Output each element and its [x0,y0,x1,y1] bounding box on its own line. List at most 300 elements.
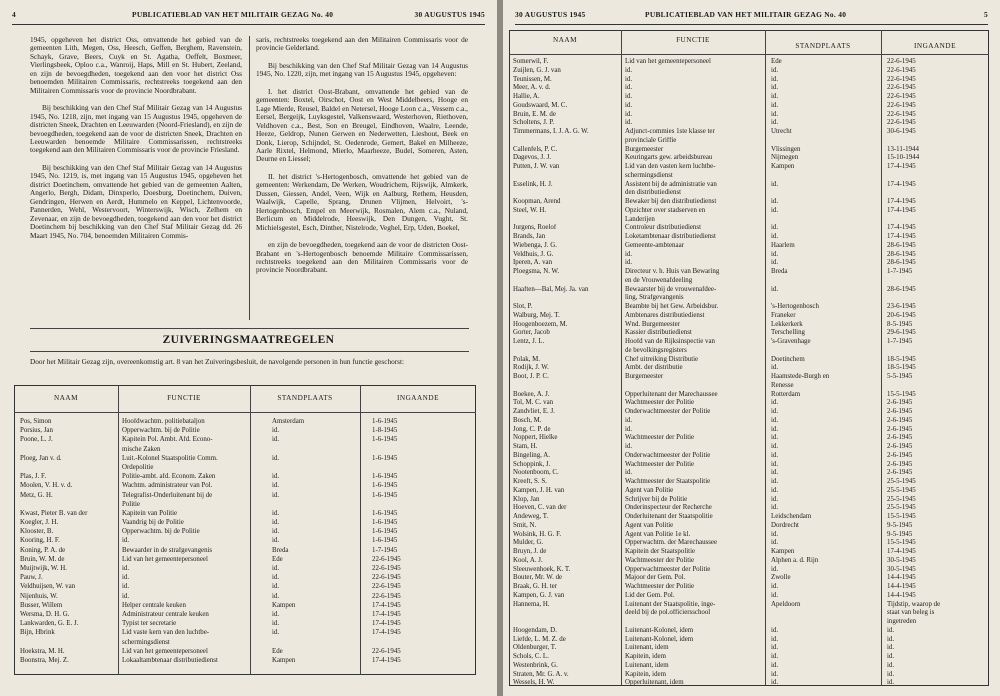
table-cell: 20-6-1945 [887,311,916,319]
table-cell: 13-11-1944 [887,145,919,153]
table-cell: 1-6-1945 [372,491,398,499]
table-cell: id. [272,473,280,481]
table-cell [372,464,472,473]
table-cell: id. [771,399,779,407]
table-cell: Lentz, J. L. [513,338,545,345]
table-cell: 1-6-1945 [372,473,398,481]
table-cell: 17-4-1945 [372,656,401,664]
table-cell: id. [771,495,779,503]
table-cell: 22-6-1945 [372,555,401,563]
table-cell: Metz, G. H. [20,491,53,499]
table-cell: id. [887,635,895,643]
table-cell: Nijmegen [771,154,799,162]
table-cell: 9-5-1945 [887,530,913,538]
table-cell: id. [771,530,779,538]
table-cell: id. [771,425,779,433]
table-cell: 18-5-1945 [887,355,916,363]
table-cell: 15-5-1945 [887,513,916,520]
table-cell: Telegrafist-Onderluitenant bij de [122,491,213,499]
table-cell: id. [771,233,779,240]
table-cell: 30-5-1945 [887,565,916,573]
naam-column [20,418,116,666]
table-cell [513,189,619,198]
table-cell: id. [272,528,280,536]
table-cell: id. [771,469,779,477]
table-cell: Opperluitenant, idem [625,679,684,687]
table-cell: id. [887,679,895,687]
table-cell: id. [122,565,130,572]
table-cell: id. [625,443,633,450]
table-cell: den distributiedienst [625,189,682,197]
table-cell: Koegler, J. H. [20,519,59,527]
table-cell: id. [272,454,280,462]
table-cell: Callenfels, P. C. [513,145,558,153]
ingaande-column [372,418,472,666]
table-cell: Breda [771,268,788,275]
table-cell: ingetreden [887,618,917,625]
table-cell: id. [771,679,779,687]
table-cell: 22-6-1945 [372,647,401,655]
table-cell: 2-6-1945 [887,443,913,450]
paragraph: II. het district 's-Hertogenbosch, omvattende het gebied van de gemeenten: Werkendam, De Werken, Woudrichem, Rijswijk, Almkerk, Dussen, Giessen, Andel, Veen, Wijk en Aalburg, Rethem, Heusden, Waalwijk, Capelle, Sprang, Drunen Vlijmen, Helvoirt, 's-Hertogenbosch, Empel en Meerwijk, Rosmalen, Alem c.a., Nuland, Berlicum en Middelrode, Heeswijk, Den Dungen, Vught, St. Michielsgestel, Esch, Dinther, Nistelrode, Veghel, Erp, Uden, Boekel, [256,171,468,232]
table-cell: id. [122,574,130,582]
table-cell: 17-4-1945 [887,206,916,214]
table-cell: id. [122,537,130,545]
table-cell: id. [771,93,779,100]
table-cell [513,277,619,286]
table-cell [771,216,879,225]
table-cell: id. [771,180,779,188]
table-cell [372,446,472,455]
table-cell: Goudswaard, M. C. [513,101,568,109]
table-cell [372,501,472,510]
table-cell: Kooring, H. F. [20,537,60,545]
table-cell [372,639,472,648]
table-cell: Opperwachtm. bij de Politie [122,528,200,536]
table-column-divider [621,30,622,686]
table-cell [771,189,879,198]
column-header-naam: NAAM [553,36,577,44]
table-cell: Schrijver bij de Politie [625,495,688,503]
table-cell [20,464,116,473]
table-cell: provinciale Griffie [625,136,677,144]
table-cell: Wachtmeester der Politie [625,399,695,407]
table-cell: id. [272,482,280,490]
table-cell: Nootenboom, C. [513,469,559,477]
table-cell: Majoor der Gem. Pol. [625,574,686,582]
table-cell: Wersma, D. H. G. [20,610,70,618]
table-column-divider [765,30,766,686]
table-cell: Lekkerkerk [771,320,803,328]
table-cell: deeld bij de pol.officiersschool [625,609,711,617]
table-cell: schermingsdienst [122,638,170,646]
table-cell: 28-6-1945 [887,241,916,249]
table-cell: 17-4-1945 [887,548,916,555]
table-cell [272,501,358,510]
table-cell: Lid van het gemeentepersoneel [122,647,208,655]
table-cell: Kapitein Pol. Ambt. Afd. Econo- [122,436,213,444]
table-cell: Zwolle [771,574,791,582]
table-cell: 30-6-1945 [887,128,916,135]
table-cell: 's-Gravenhage [771,338,811,345]
paragraph: Bij beschikking van den Chef Staf Militair Gezag van 14 Augustus 1945, No. 1218, zijn, met ingang van 15 Augustus 1945, opgeheven de districten Sneek, Drachten en Leeuwarden (Noord-Friesland), en zijn de bevoegdheden, toegekend aan de voor de districten Sneek, Drachten en Leeuwarden benoemde Militaire Commissarissen, rechtstreeks toegekend aan den Militairen Commissaris voor de provincie Friesland. [30,103,242,155]
table-column-divider [118,385,119,675]
table-cell: Gorter, Jacob [513,329,550,337]
table-cell: 8-5-1945 [887,320,913,328]
table-cell: Jurgens, Roelof [513,224,557,232]
table-cell [20,446,116,455]
table-cell: Klop, Jan [513,495,540,503]
table-cell: Ede [272,555,283,563]
page-number: 4 [12,10,16,19]
table-cell: Smit, N. [513,521,537,529]
table-cell: Bruin, E. M. de [513,110,556,118]
table-cell: id. [625,259,633,267]
table-cell: Wachtmeester der Politie [625,460,695,468]
table-cell: id. [771,434,779,442]
page-number: 5 [984,10,988,19]
table-cell: id. [771,583,779,590]
table-cell: Timmermans, I. J. A. G. W. [513,128,589,135]
table-cell: id. [771,101,779,109]
table-cell: Kassier distributiedienst [625,329,692,337]
table-cell: Nijenhuis, W. [20,592,58,600]
table-cell: Hoofdwachtm. politiebataljon [122,418,205,425]
table-cell: Ede [771,58,782,65]
table-cell [513,216,619,225]
table-cell: id. [272,592,280,600]
table-cell: Assistent bij de administratie van [625,180,717,188]
column-header-ingaande: INGAANDE [914,42,956,50]
table-cell: 22-6-1945 [887,101,916,109]
table-cell: 1-6-1945 [372,482,398,490]
table-cell: Agent van Politie [625,521,674,529]
table-cell: Opperwachtmeester der Politie [625,565,711,573]
table-cell: 17-4-1945 [887,180,916,188]
table-cell: Keuringarts gew. arbeidsbureau [625,154,713,162]
table-cell: Pauw, J. [20,574,43,582]
table-cell: id. [771,653,779,660]
table-cell [20,501,116,510]
table-column-divider [250,385,251,675]
table-cell: Ploegsma, N. W. [513,268,560,275]
table-cell: id. [771,661,779,669]
table-cell: Meer, A. v. d. [513,84,551,92]
table-cell: 17-4-1945 [887,163,916,170]
table-cell: Wachtmeester der Politie [625,434,695,442]
table-cell: Opzichter over stadserven en [625,206,706,214]
table-cell: 17-4-1945 [887,233,916,240]
table-cell: 17-4-1945 [372,629,401,637]
table-cell: id. [771,84,779,92]
section-rule [30,351,469,352]
table-cell: Klooster, B. [20,528,54,536]
table-cell: Oldenburger, T. [513,644,557,652]
table-cell: 28-6-1945 [887,259,916,267]
table-cell: Jong, C. P. de [513,425,551,433]
table-cell: id. [272,537,280,545]
table-cell: 22-6-1945 [372,574,401,582]
table-cell: 5-5-1945 [887,373,913,380]
table-cell: Kampen [272,601,296,609]
table-cell: Doetinchem [771,355,805,363]
table-cell: Politie [122,500,140,508]
paragraph: I. het district Oost-Brabant, omvattende het gebied van de gemeenten: Boxtel, Oirschot, Oost en West Middelbeers, Hooge en Lage Mierde, Reusel, Baldel en Netersel, Hooge Loon c.a., Vessem c.a., Eersel, Bergeijk, Luyksgestel, Valkenswaard, Westerhoven, Riethoven, Veldhoven c.a., Best, Son en Breugel, Eindhoven, Waalre, Leende, Heeze, Geldrop, Nunen Gerwen en Nederwetten, Lieshout, Beek en Donk, Lierop, Schijndel, St. Oedenrode, Gemert, Bakel en Milheeze, Aarle Rixtel, Helmond, Mierlo, Maarheeze, Budel, Someren, Asten, Deurne en Liessel; [256,86,468,164]
table-cell: Opperwachtm. bij de Politie [122,427,200,435]
table-cell: staat van beleg is [887,609,935,617]
publication-date: 30 AUGUSTUS 1945 [515,10,586,19]
left-page [0,0,497,696]
table-cell: id. [887,644,895,652]
table-cell: 2-6-1945 [887,451,913,459]
table-cell: Rodijk, J. W. [513,364,549,372]
table-cell: id. [272,427,280,435]
table-cell: Bouter, Mr. W. de [513,574,563,582]
table-cell: Hoeven, C. van der [513,504,567,512]
table-cell: Haamstede-Burgh en [771,373,830,380]
table-cell: Putten, J. W. van [513,163,560,170]
table-cell: Hallie, A. [513,93,540,100]
table-cell: Kampen [771,548,795,555]
table-cell: id. [625,101,633,109]
table-cell: 22-6-1945 [887,93,916,100]
paragraph: en zijn de bevoegdheden, toegekend aan de voor de districten Oost-Brabant en 's-Hertogenbosch benoemde Militaire Commissarissen, rechtstreeks toegekend aan den Militairen Commissaris voor de provincie Noordbrabant. [256,240,468,275]
table-cell [887,294,987,303]
publication-title: PUBLICATIEBLAD VAN HET MILITAIR GEZAG No. 40 [645,10,847,19]
right-page-header [515,10,988,25]
table-cell: 22-6-1945 [887,58,916,65]
table-cell: id. [771,259,779,267]
table-cell: id. [887,661,895,669]
table-cell: Agent van Politie [625,486,674,494]
table-cell: Hoogendam, D. [513,626,557,634]
table-cell: Hoogenboezem, M. [513,320,568,328]
table-cell: Boot, J. P. C. [513,373,549,380]
table-cell: Zandvliet, E. J. [513,408,555,415]
table-cell: id. [272,436,280,444]
table-column-divider [881,30,882,686]
table-cell: id. [625,110,633,118]
table-cell: Boonstra, Mej. Z. [20,656,69,664]
section-title: ZUIVERINGSMAATREGELEN [162,334,335,346]
table-cell: Tijdstip, waarop de [887,600,941,608]
table-cell: id. [272,565,280,572]
table-cell: 1-6-1945 [372,418,398,425]
column-header-functie: FUNCTIE [167,394,201,402]
table-cell: Bosch, M. [513,416,542,424]
table-cell: 22-6-1945 [887,75,916,83]
table-cell: 22-6-1945 [887,119,916,127]
table-cell: Iperen, A. van [513,259,553,267]
table-cell [771,277,879,286]
table-cell: Westenbrink, G. [513,661,558,669]
table-cell [771,172,879,181]
table-cell: Dagevos, J. J. [513,154,552,162]
table-cell: Busser, Willem [20,601,63,609]
table-cell: Opperwachtm. der Marechaussee [625,539,718,547]
table-cell: Liefde, L. M. Z. de [513,635,566,643]
table-cell: 2-6-1945 [887,469,913,477]
section-intro: Door het Militair Gezag zijn, overeenkomstig art. 8 van het Zuiveringsbesluit, de navolgende personen in hun functie geschorst: [30,357,405,366]
table-cell: mische Zaken [122,445,161,453]
table-cell: id. [625,416,633,424]
table-cell: id. [625,250,633,258]
table-cell: 2-6-1945 [887,425,913,433]
table-cell: id. [771,504,779,512]
column-header-naam: NAAM [54,394,78,402]
table-cell: id. [771,408,779,415]
table-cell: Schoppink, J. [513,460,551,468]
table-cell: Hoofd van de Rijksinspectie van [625,338,715,345]
table-cell: Landerijen [625,215,655,223]
table-cell: Porsius, Jan [20,427,53,435]
right-page [503,0,1000,696]
table-cell: id. [771,644,779,652]
table-cell: 1-7-1945 [372,546,398,554]
table-cell [887,382,987,391]
table-cell: id. [122,583,130,591]
table-cell [272,639,358,648]
table-cell: 17-4-1945 [372,601,401,609]
table-cell: Adjunct-commies 1ste klasse ter [625,128,715,135]
table-cell: id. [771,75,779,83]
table-cell: Renesse [771,381,794,389]
table-cell: Brands, Jan [513,233,546,240]
table-cell [625,618,763,627]
table-cell: Kampen, J. H. van [513,486,565,494]
table-cell: 1-6-1945 [372,528,398,536]
table-cell: 17-4-1945 [887,224,916,232]
table-cell: 22-6-1945 [372,583,401,591]
table-cell: id. [771,539,779,547]
table-cell: Wachtmeester der Staatspolitie [625,478,711,485]
table-cell: Bingeling, A. [513,451,550,459]
table-cell: Mulder, G. [513,539,544,547]
table-cell: 9-5-1945 [887,521,913,529]
table-cell: Esselink, H. J. [513,180,553,188]
table-cell: Amsterdam [272,418,305,425]
table-cell: 17-4-1945 [372,620,401,628]
table-cell: Helper centrale keuken [122,601,186,609]
standplaats-column [771,58,879,688]
table-cell: 2-6-1945 [887,416,913,424]
table-cell: Luitenant-Kolonel, idem [625,635,694,643]
table-cell: 17-4-1945 [372,610,401,618]
table-cell: 1-6-1945 [372,454,398,462]
table-cell [887,347,987,356]
table-cell [771,137,879,146]
table-cell: Kampen [771,163,795,170]
table-cell: Onderwachtmeester der Politie [625,451,711,459]
table-cell: Luitenant, idem [625,661,669,669]
table-cell: Breda [272,546,289,554]
table-cell: Alphen a. d. Rijn [771,556,819,564]
table-cell: Luit.-Kolonel Staatspolitie Comm. [122,454,218,462]
paragraph: 1945, opgeheven het district Oss, omvattende het gebied van de gemeenten Lith, Megen, Oss, Heesch, Geffen, Berghem, Ravenstein, Schayk, Grave, Beers, Cuyk en St. Agatha, Oeffelt, Boxmeer, Vierlingsbeek, Oploo c.a., Wanroij, Haps, Mill en St. Hubert, Zeeland, en zijn de bevoegdheden, toegekend aan den voor het district Oss benoemden Militairen Commissaris, rechtstreeks toegekend aan den Militairen Commissaris voor de provincie Noordbrabant. [30,35,242,95]
table-cell: 29-6-1945 [887,329,916,337]
table-cell: id. [771,443,779,450]
table-cell: 30-5-1945 [887,556,916,564]
table-cell: id. [771,285,779,293]
table-cell: 1-8-1945 [372,427,398,435]
table-cell: Stam, H. [513,443,538,450]
table-cell: Plas, J. F. [20,473,47,481]
table-cell: 22-6-1945 [372,565,401,572]
table-cell [625,382,763,391]
table-cell: Wnd. Burgemeester [625,320,680,328]
table-cell: Onderluitenant der Staatspolitie [625,513,713,520]
table-cell: 25-5-1945 [887,504,916,512]
table-cell: Bewaarder in de strafgevangenis [122,546,213,554]
table-cell: Terschelling [771,329,805,337]
table-cell [513,609,619,618]
table-cell: Lankwarden, G. E. J. [20,620,79,628]
table-cell: Zuijlen, G. J. van [513,66,561,74]
table-cell [272,464,358,473]
table-cell: 17-4-1945 [887,198,916,205]
table-cell: Ploeg, Jan v. d. [20,454,62,462]
table-cell [771,618,879,627]
table-cell: Ede [272,647,283,655]
table-cell: Burgemeester [625,373,664,380]
table-cell: id. [771,364,779,372]
table-cell: Slot, P. [513,303,533,310]
table-cell: id. [625,425,633,433]
table-cell: id. [771,626,779,634]
table-cell: id. [272,509,280,517]
table-cell: Luitenant, idem [625,644,669,652]
table-cell: Walburg, Mej. T. [513,311,560,319]
table-cell: Beambte bij het Gew. Arbeidsbur. [625,303,719,310]
table-cell [887,137,987,146]
table-cell: id. [272,629,280,637]
table-cell: Controleur distributiedienst [625,224,701,232]
table-cell: Sleeuwenhoek, K. T. [513,565,571,573]
table-cell: 14-4-1945 [887,591,916,599]
table-cell: 22-6-1945 [887,84,916,92]
table-cell: id. [272,620,280,628]
table-cell: id. [771,451,779,459]
table-cell: id. [771,250,779,258]
text-column-2 [256,36,468,284]
table-cell [771,294,879,303]
table-cell: Typist ter secretarie [122,620,177,628]
table-cell: id. [771,224,779,232]
table-cell: Wiebenga, J. G. [513,241,557,249]
table-cell: Bruyn, J. de [513,548,547,555]
table-cell: Schols, C. L. [513,653,549,660]
table-cell: 1-6-1945 [372,436,398,444]
table-cell: Agent van Politie 1e kl. [625,530,691,538]
table-cell: Haaften—Bal, Mej. Ja. van [513,285,589,293]
table-cell: Teunissen, M. [513,75,552,83]
table-cell: Scholtens, J. P. [513,119,555,127]
table-cell: id. [625,66,633,74]
table-cell [887,189,987,198]
paragraph: Bij beschikking van den Chef Staf Militair Gezag van 14 Augustus 1945, No. 1219, is, met ingang van 15 Augustus 1945, opgeheven het district Doetinchem, omvattende het gebied van de gemeenten Aalten, Angerlo, Bergh, Didam, Dinxperlo, Doesburg, Doetinchem, Duiven, Gendringen, Herwen en Aerdt, Hummelo en Keppel, Lichtenvoorde, Pannerden, Wehl, Westervoort, Winterswijk, Wisch, Zelhem en Zevenaar, en zijn de bevoegdheden, toegekend aan den voor het district Doetinchem bij beschikking van den Chef Staf Militair Gezag dd. 26 Maart 1945, No. 704, benoemden Militairen Commis- [30,162,242,240]
table-cell: id. [771,119,779,127]
table-cell: Wachtm. administrateur van Pol. [122,482,213,490]
table-cell: Moolen, V. H. v. d. [20,482,73,490]
table-cell: Dordrecht [771,521,799,529]
table-cell: Lokaaltambtenaar distributiedienst [122,656,218,664]
column-header-ingaande: INGAANDE [397,394,439,402]
table-cell: id. [272,610,280,618]
table-cell: Veldhuijsen, W. van [20,583,76,591]
paragraph: Bij beschikking van den Chef Staf Militair Gezag van 14 Augustus 1945, No. 1220, zijn, met ingang van 15 Augustus 1945, opgeheven: [256,60,468,79]
table-cell: Kool, A. J. [513,556,543,564]
table-cell: id. [272,574,280,582]
